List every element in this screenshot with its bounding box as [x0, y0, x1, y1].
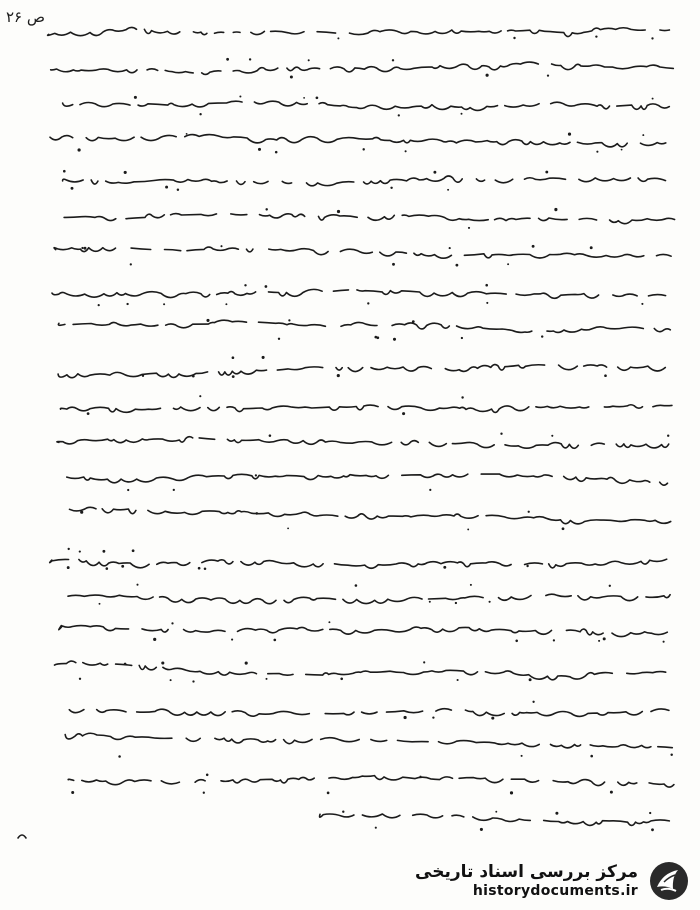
- diacritic-dot: [186, 133, 188, 135]
- diacritic-dot: [568, 133, 571, 136]
- diacritic-dot: [433, 171, 436, 174]
- diacritic-dot: [275, 151, 278, 154]
- diacritic-dot: [402, 412, 405, 415]
- diacritic-dot: [255, 512, 258, 515]
- diacritic-dot: [486, 302, 488, 304]
- diacritic-dot: [642, 134, 644, 136]
- handwritten-line: [51, 62, 674, 74]
- watermark-text: [415, 862, 638, 899]
- diacritic-dot: [526, 565, 528, 567]
- handwritten-line: [69, 709, 669, 717]
- diacritic-dot: [429, 601, 431, 603]
- diacritic-dot: [81, 247, 83, 249]
- diacritic-dot: [98, 304, 100, 306]
- diacritic-dot: [127, 489, 129, 491]
- diacritic-dot: [124, 663, 127, 666]
- diacritic-dot: [461, 113, 463, 115]
- diacritic-dot: [663, 641, 665, 643]
- handwritten-line: [64, 214, 674, 224]
- diacritic-dot: [404, 716, 407, 719]
- diacritic-dot: [609, 585, 611, 587]
- handwritten-line: [55, 661, 666, 680]
- diacritic-dot: [467, 528, 469, 530]
- diacritic-dot: [278, 338, 280, 340]
- handwritten-line: [48, 27, 670, 36]
- handwritten-line: [63, 101, 670, 110]
- diacritic-dot: [528, 511, 530, 513]
- diacritic-dot: [303, 97, 305, 99]
- handwritten-line: [58, 365, 665, 378]
- diacritic-dot: [515, 640, 518, 643]
- diacritic-dot: [199, 395, 201, 397]
- handwritten-line: [68, 594, 670, 604]
- diacritic-dot: [199, 113, 201, 115]
- diacritic-dot: [232, 375, 235, 378]
- diacritic-dot: [555, 812, 558, 815]
- diacritic-dot: [649, 812, 651, 814]
- diacritic-dot: [71, 187, 74, 190]
- diacritic-dot: [337, 374, 340, 377]
- diacritic-dot: [165, 186, 168, 189]
- diacritic-dot: [225, 303, 227, 305]
- diacritic-dot: [590, 246, 593, 249]
- handwritten-line: [54, 247, 671, 258]
- diacritic-dot: [610, 791, 613, 794]
- diacritic-dot: [328, 621, 330, 623]
- watermark-url: historydocuments.ir: [472, 882, 638, 899]
- diacritic-dot: [87, 412, 90, 415]
- handwritten-line: [68, 776, 674, 788]
- diacritic-dot: [265, 208, 267, 210]
- handwritten-line: [52, 289, 666, 298]
- diacritic-dot: [375, 827, 377, 829]
- diacritic-dot: [265, 678, 267, 680]
- diacritic-dot: [287, 527, 289, 529]
- diacritic-dot: [68, 548, 70, 550]
- diacritic-dot: [132, 549, 135, 552]
- handwritten-line: [57, 437, 669, 449]
- diacritic-dot: [192, 680, 194, 682]
- diacritic-dot: [491, 717, 494, 720]
- diacritic-dot: [621, 149, 623, 151]
- diacritic-dot: [603, 637, 606, 640]
- handwritten-line: [50, 559, 667, 568]
- diacritic-dot: [554, 208, 557, 211]
- diacritic-dot: [651, 828, 654, 831]
- diacritic-dot: [245, 662, 248, 665]
- diacritic-dot: [269, 434, 272, 437]
- diacritic-dot: [455, 264, 458, 267]
- diacritic-dot: [355, 584, 358, 587]
- diacritic-dot: [495, 811, 497, 813]
- diacritic-dot: [547, 74, 549, 76]
- diacritic-dot: [367, 302, 369, 304]
- diacritic-dot: [455, 602, 457, 604]
- diacritic-dot: [500, 433, 502, 435]
- book-seal-icon: [648, 860, 690, 902]
- diacritic-dot: [468, 227, 470, 229]
- diacritic-dot: [461, 396, 463, 398]
- diacritic-dot: [562, 527, 565, 530]
- diacritic-dot: [392, 59, 394, 61]
- diacritic-dot: [163, 303, 165, 305]
- diacritic-dot: [392, 263, 395, 266]
- handwriting-lines: [48, 27, 675, 831]
- page-number-mark: ص ۲۶: [6, 8, 46, 26]
- diacritic-dot: [340, 678, 343, 681]
- diacritic-dot: [486, 74, 489, 77]
- diacritic-dot: [595, 35, 597, 37]
- diacritic-dot: [485, 284, 488, 287]
- diacritic-dot: [470, 584, 472, 586]
- diacritic-dot: [337, 210, 340, 213]
- diacritic-dot: [412, 320, 415, 323]
- diacritic-dot: [177, 189, 179, 191]
- diacritic-dot: [596, 151, 598, 153]
- diacritic-dot: [71, 791, 74, 794]
- corner-mark: [18, 835, 26, 838]
- diacritic-dot: [79, 678, 81, 680]
- handwritten-line: [65, 733, 672, 748]
- diacritic-dot: [521, 755, 523, 757]
- diacritic-dot: [79, 551, 81, 553]
- diacritic-dot: [641, 303, 643, 305]
- diacritic-dot: [102, 550, 105, 553]
- diacritic-dot: [288, 319, 290, 321]
- diacritic-dot: [203, 792, 205, 794]
- diacritic-dot: [449, 247, 451, 249]
- diacritic-dot: [249, 58, 251, 60]
- diacritic-dot: [153, 638, 156, 641]
- diacritic-dot: [604, 374, 607, 377]
- diacritic-dot: [220, 245, 222, 247]
- diacritic-dot: [362, 148, 364, 150]
- diacritic-dot: [63, 170, 66, 173]
- diacritic-dot: [255, 474, 257, 476]
- diacritic-dot: [532, 245, 535, 248]
- diacritic-dot: [529, 678, 532, 681]
- diacritic-dot: [198, 567, 201, 570]
- diacritic-dot: [173, 489, 175, 491]
- diacritic-dot: [598, 640, 600, 642]
- diacritic-dot: [447, 189, 449, 191]
- handwritten-line: [63, 176, 666, 186]
- diacritic-dot: [226, 58, 229, 61]
- diacritic-dot: [170, 679, 172, 681]
- diacritic-dot: [667, 435, 669, 437]
- handwritten-line: [320, 814, 670, 825]
- diacritic-dot: [590, 755, 593, 758]
- diacritic-dot: [192, 375, 195, 378]
- diacritic-dot: [545, 171, 548, 174]
- diacritic-dot: [121, 565, 124, 568]
- diacritic-dot: [67, 566, 70, 569]
- diacritic-dot: [206, 319, 209, 322]
- diacritic-dot: [398, 114, 400, 116]
- diacritic-dot: [342, 811, 344, 813]
- diacritic-dot: [142, 375, 144, 377]
- handwritten-line: [50, 135, 666, 147]
- handwritten-line: [59, 626, 667, 637]
- diacritic-dot: [489, 601, 491, 603]
- diacritic-dot: [258, 148, 261, 151]
- diacritic-dot: [507, 263, 509, 265]
- diacritic-dot: [513, 37, 515, 39]
- diacritic-dot: [316, 96, 319, 99]
- diacritic-dot: [231, 639, 233, 641]
- diacritic-dot: [670, 753, 672, 755]
- diacritic-dot: [652, 98, 654, 100]
- diacritic-dot: [419, 776, 421, 778]
- diacritic-dot: [244, 284, 246, 286]
- diacritic-dot: [206, 774, 209, 777]
- diacritic-dot: [262, 356, 265, 359]
- handwritten-line: [58, 320, 670, 332]
- diacritic-dot: [171, 622, 173, 624]
- watermark-name: مرکز بررسی اسناد تاریخی: [415, 862, 638, 883]
- diacritic-dot: [126, 303, 128, 305]
- diacritic-dot: [405, 150, 407, 152]
- diacritic-dot: [457, 679, 459, 681]
- diacritic-dot: [390, 187, 392, 189]
- diacritic-dot: [376, 336, 379, 339]
- diacritic-dot: [651, 37, 653, 39]
- diacritic-dot: [106, 567, 109, 570]
- diacritic-dot: [510, 791, 513, 794]
- diacritic-dot: [443, 566, 446, 569]
- diacritic-dot: [232, 356, 235, 359]
- handwritten-line: [67, 474, 668, 485]
- diacritic-dot: [532, 701, 534, 703]
- diacritic-dot: [273, 639, 276, 642]
- diacritic-dot: [553, 639, 555, 641]
- diacritic-dot: [78, 148, 81, 151]
- diacritic-dot: [136, 584, 138, 586]
- diacritic-dot: [265, 285, 268, 288]
- diacritic-dot: [461, 337, 463, 339]
- diacritic-dot: [480, 828, 483, 831]
- diacritic-dot: [204, 567, 207, 570]
- diacritic-dot: [429, 489, 431, 491]
- diacritic-dot: [80, 511, 83, 514]
- diacritic-dot: [541, 335, 543, 337]
- diacritic-dot: [99, 603, 101, 605]
- diacritic-dot: [337, 37, 339, 39]
- diacritic-dot: [118, 755, 121, 758]
- diacritic-dot: [423, 661, 425, 663]
- diacritic-dot: [124, 171, 127, 174]
- diacritic-dot: [432, 716, 434, 718]
- diacritic-dot: [84, 247, 87, 250]
- diacritic-dot: [308, 59, 310, 61]
- handwritten-line: [60, 405, 671, 413]
- diacritic-dot: [134, 96, 137, 99]
- diacritic-dot: [239, 95, 241, 97]
- diacritic-dot: [290, 75, 293, 78]
- handwritten-line: [70, 507, 671, 524]
- diacritic-dot: [161, 661, 164, 664]
- diacritic-dot: [551, 435, 553, 437]
- diacritic-dot: [393, 338, 396, 341]
- watermark: [415, 860, 690, 902]
- diacritic-dot: [130, 263, 132, 265]
- diacritic-dot: [327, 792, 330, 795]
